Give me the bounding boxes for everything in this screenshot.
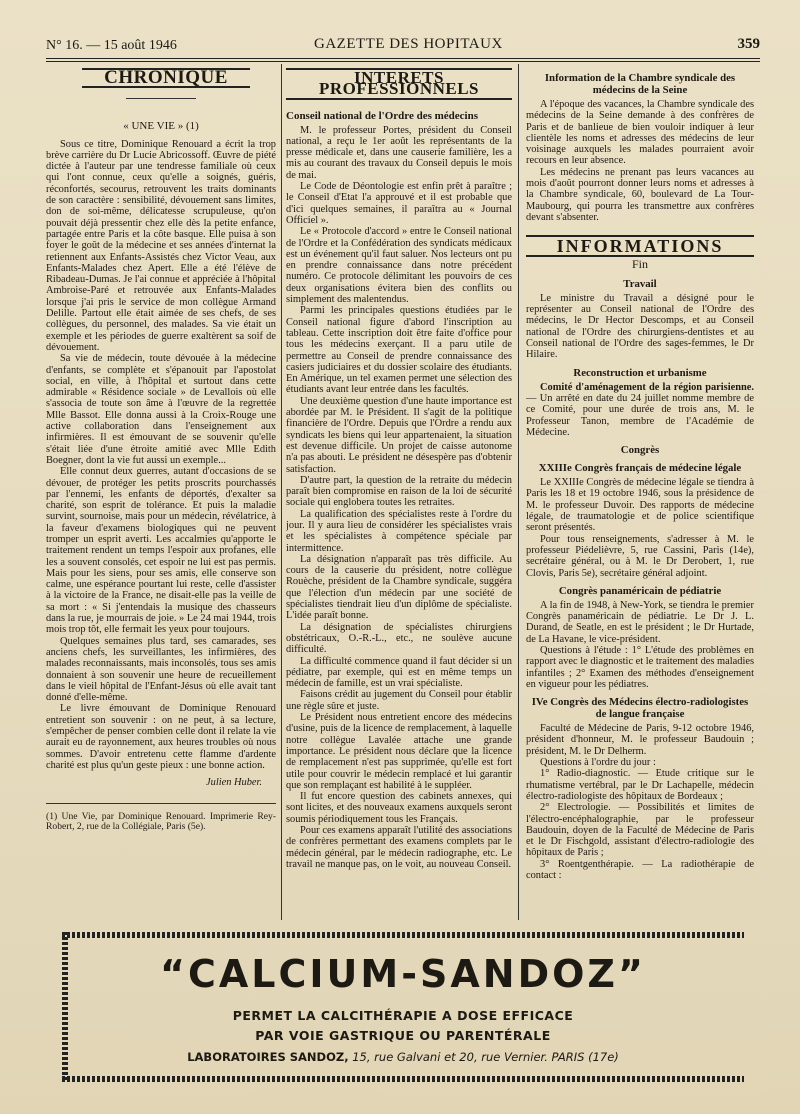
- paragraph: Le Code de Déontologie est enfin prêt à paraître ; le Conseil d'Etat l'a approuvé et il est probable que d'ici quelques semaines, il paraîtra au « Journal Officiel ».: [286, 181, 512, 226]
- page-number: 359: [737, 36, 760, 52]
- paragraph: D'autre part, la question de la retraite du médecin paraît bien compromise en raison de la loi de sécurité sociale qui englobera toutes les retraites.: [286, 474, 512, 509]
- paragraph: Sous ce titre, Dominique Renouard a écrit la trop brève carrière du Dr Lucie Abricossoff. Œuvre de piété dictée à l'auteur par une tendresse familiale où ceux qui l'ont connue, ceux qu'elle a soignés, guéris, réconfortés, secourus, retrouvent les traits dominants de son caractère : sensibilité, dévouement sans limites, don de soi-même, délicatesse scrupuleuse, qu'on pouvait déjà pressentir chez elle dès la petite enfance, partagée entre Paris et la côte basque. Elle puisa à son foyer le goût de la médecine et ses années d'internat la retiennent aux Enfants-Assistés chez Victor Veau, aux Enfants-Malades chez Apert. Elle a été l'élève de Ribadeau-Dumas. Je l'ai connue et appréciée à l'hôpital Ambroise-Paré et retrouvée aux Enfants-Malades lorsque j'ai pris le service de mon collègue Armand Delille. Partout elle était aimée de ses chefs, de ses collègues, du personnel, des malades. Sa vie était un exemple et les périodes de guerre exaltèrent sa soif de dévouement.: [46, 138, 276, 353]
- paragraph: Questions à l'étude : 1° L'étude des problèmes en rapport avec le diagnostic et le traitement des maladies infantiles ; 2° Examen des méthodes d'enseignement en vigueur pour les pédiatres.: [526, 644, 754, 690]
- paragraph: Le livre émouvant de Dominique Renouard entretient son souvenir : on ne peut, à sa lecture, s'empêcher de penser combien celle dont il relate la vie aurait eu de rayonnement, aux heures troubles où nous sommes. D'avoir entretenu cette flamme d'ardente charité est plus qu'un geste pieux : une bonne action.: [46, 703, 276, 771]
- paragraph: Questions à l'ordre du jour :: [540, 757, 656, 769]
- paragraph: 1° Radio-diagnostic. — Etude critique sur le rhumatisme vertébral, par le Dr Lachapelle, médecin électro-radiologiste des hôpitaux de Bordeaux ;: [526, 768, 754, 802]
- paragraph: Le Président nous entretient encore des médecins d'usine, puis de la licence de remplacement, à laquelle notre collègue Lavalée attache une grande importance. Le président nous déclare que la licence de remplacement n'est pas supprimée, qu'elle est fort utile pour couvrir le médecin remplacé et lui garantir que son remplaçant est habilité à le suppléer.: [286, 712, 512, 791]
- paragraph: M. le professeur Portes, président du Conseil national, a reçu le 1er août les représentants de la presse médicale et, dans une causerie familière, les a mis au courant des travaux du Conseil depuis le mois de mai.: [286, 124, 512, 181]
- medecine-legale-heading: XXIIIe Congrès français de médecine légale: [538, 462, 742, 475]
- chambre-heading: Information de la Chambre syndicale des médecins de la Seine: [544, 72, 736, 96]
- paragraph: 3° Roentgenthérapie. — La radiothérapie de contact :: [526, 858, 754, 882]
- congres-heading: Congrès: [620, 444, 660, 457]
- signature: Julien Huber.: [206, 777, 262, 789]
- paragraph: Faculté de Médecine de Paris, 9-12 octobre 1946, président d'honneur, M. le professeur Baudouin ; président, M. le Dr Delherm.: [526, 723, 754, 757]
- paragraph: Quelques semaines plus tard, ses camarades, ses anciens chefs, les surveillantes, les infirmières, des malades reconnaissants, mais inconsolés, tous ses amis donnaient à son souvenir une heure de recueillement dans le vieil hôpital de l'Enfant-Jésus où elle avait tant donné d'elle-même.: [46, 635, 276, 704]
- ad-border-bottom: [62, 1076, 744, 1082]
- title-rule: [126, 98, 196, 99]
- header-rule: [46, 58, 760, 59]
- journal-title: GAZETTE DES HOPITAUX: [314, 36, 503, 52]
- reconstruction-heading: Reconstruction et urbanisme: [573, 366, 707, 379]
- column-separator: [281, 64, 282, 920]
- information-column: [526, 66, 754, 916]
- paragraph: Une deuxième question d'une haute importance est abordée par M. le Président. Il s'agit de la politique financière de l'Ordre. Depuis que l'Ordre a rendu aux syndicats les biens qui leur appartenaient, la situation est devenue difficile. Un projet de caisse autonome n'a pas abouti. Le président ne désespère pas d'obtenir satisfaction.: [286, 395, 512, 475]
- informations-title: INFORMATIONS: [526, 235, 754, 256]
- ad-border-top: [62, 932, 744, 938]
- radiologistes-heading: IVe Congrès des Médecins électro-radiologistes de langue française: [531, 696, 749, 721]
- paragraph: Pour ces examens apparaît l'utilité des associations de confrères permettant des examens complets par le médecin général, par le médecin radiographe, etc. Le travail ne manque pas, on le voit, au nouveau Conseil.: [286, 825, 512, 870]
- paragraph: La désignation de spécialistes chirurgiens obstétricaux, O.-R.-L., etc., ne soulève aucune difficulté.: [286, 621, 512, 656]
- paragraph: Elle connut deux guerres, autant d'occasions de se dévouer, de protéger les petits proscrits pourchassés par l'ennemi, les enfants de déportés, d'exalter sa charité, son esprit de tolérance. Et puis la maladie survint, sournoise, mais pour un médecin, révélatrice, à la faveur d'examens biologiques qui ne peuvent tromper un esprit averti. Les accalmies qu'apporte le traitement rendent un temps l'espoir aux profanes, elle les a souvent consolés, cet espoir ne lui est pas permis. Mais pour les siens, pour ses amis, elle conserve son calme, une espérance pourtant lui reste, celle d'assister à la victoire de la France, ne disait-elle pas la veille de sa mort : « Si j'entendais la musique des chasseurs dans la rue, je mourrais de joie. » Le 24 mai 1944, trois mois trop tôt, elle fermait les yeux pour toujours.: [46, 466, 276, 636]
- article-subtitle: « UNE VIE » (1): [123, 120, 199, 133]
- calcium-sandoz-ad: [62, 932, 744, 1082]
- paragraph: 2° Electrologie. — Possibilités et limites de l'électro-encéphalographie, par le professeur Baudouin, doyen de la Faculté de Médecine de Paris et le Dr Fischgold, assistant d'électro-radiologie des hôpitaux de Paris ;: [526, 802, 754, 859]
- paragraph: La désignation n'apparaît pas très difficile. Au cours de la causerie du président, notre collègue Rouèche, président de la Chambre syndicale, suggéra que l'élection d'un médecin par une société de spécialistes tiendrait lieu d'un diplôme de spécialiste. L'idée paraît bonne.: [286, 553, 512, 622]
- ad-line-1: PERMET LA CALCITHÉRAPIE A DOSE EFFICACE: [232, 1008, 574, 1023]
- comite-heading: Comité d'aménagement de la région parisienne.: [540, 381, 754, 393]
- paragraph: A la fin de 1948, à New-York, se tiendra le premier Congrès panaméricain de pédiatrie. Le Dr J. L. Durand, de Seatle, en est le président ; le Dr Hurtade, de La Havane, le vice-président.: [526, 599, 754, 645]
- ad-address-text: 15, rue Galvani et 20, rue Vernier. PARIS (17e): [352, 1050, 619, 1064]
- paragraph: La qualification des spécialistes reste à l'ordre du jour. Il y aura lieu de considérer les spécialistes vrais et les spécialistes à compétence spéciale par intermittence.: [286, 508, 512, 554]
- paragraph: [526, 382, 754, 438]
- informations-fin: Fin: [631, 256, 648, 271]
- section-heading: Conseil national de l'Ordre des médecins: [286, 109, 478, 122]
- paragraph: Pour tous renseignements, s'adresser à M. le professeur Piédelièvre, 5, rue Cassini, Paris (14e), secrétaire général, ou à M. le Dr Derobert, 1, rue Clovis, Paris 5e), secrétaire général adjoint.: [526, 533, 754, 579]
- ad-line-2: PAR VOIE GASTRIQUE OU PARENTÉRALE: [255, 1028, 551, 1043]
- chronique-title: CHRONIQUE: [82, 68, 250, 88]
- ad-brand: “CALCIUM-SANDOZ”: [160, 952, 646, 996]
- comite-text: — Un arrêté en date du 24 juillet nomme membre de ce Comité, pour une durée de trois ans, M. le Professeur Tanon, membre de l'Académie de Médecine.: [526, 392, 754, 438]
- paragraph: Il fut encore question des cabinets annexes, qui sont licites, et des nouveaux examens auxquels seront soumis périodiquement tous les Français.: [286, 791, 512, 825]
- page-header: [46, 36, 760, 58]
- paragraph: Parmi les principales questions étudiées par le Conseil national figure d'abord l'inscription au tableau. Cette inscription doit être faite d'office pour tous les médecins exerçant. Il a paru utile de permettre au Conseil de prendre connaissance des casiers judiciaires et du dossier scolaire des étudiants. En Amérique, un tel examen permet une sélection des étudiants avant leur entrée dans les facultés.: [286, 305, 512, 396]
- travail-heading: Travail: [623, 277, 657, 290]
- issue-date: N° 16. — 15 août 1946: [46, 38, 177, 53]
- paragraph: Le ministre du Travail a désigné pour le représenter au Conseil national de l'Ordre des médecins, le Dr Hector Descomps, et au Conseil national de l'Ordre des chirurgiens-dentistes et au Conseil national de l'Ordre des sages-femmes, le Dr Hilaire.: [526, 292, 754, 361]
- pediatrie-heading: Congrès panaméricain de pédiatrie: [558, 584, 722, 597]
- ad-company: LABORATOIRES SANDOZ,: [187, 1050, 349, 1064]
- paragraph: Les médecins ne prenant pas leurs vacances au mois d'août pourront donner leurs noms et adresses à la Chambre syndicale, 60, boulevard de La Tour-Maubourg, qui pourra les transmettre aux confrères devant s'absenter.: [526, 166, 754, 223]
- interets-title: INTERETS PROFESSIONNELS: [286, 68, 512, 100]
- paragraph: Sa vie de médecin, toute dévouée à la médecine d'enfants, se complète et s'épanouit par l'apostolat social, en ville, à l'hôpital et surtout dans cette admirable « Résidence sociale » de Levallois où elle s'associa de toute son âme à l'œuvre de la regrettée Mlle Bassot. Elle donna aussi à la Croix-Rouge une active collaboration dans l'enseignement aux infirmières. Il est émouvant de se souvenir qu'elle s'était liée d'une étroite amitié avec Mlle Edith Boegner, dont la vie fut aussi un exemple...: [46, 353, 276, 466]
- interets-column: [286, 66, 512, 916]
- chronique-column: [46, 66, 276, 916]
- ad-address: [62, 1050, 744, 1064]
- paragraph: La difficulté commence quand il faut décider si un pédiatre, par exemple, qui est en même temps un médecin de famille, est un vrai spécialiste.: [286, 655, 512, 690]
- paragraph: Le « Protocole d'accord » entre le Conseil national de l'Ordre et la Confédération des syndicats médicaux est un événement qu'il faut saluer. Nos lecteurs ont pu en prendre connaissance dans notre précédent numéro. Ce protocole délimitant les pouvoirs de ces deux organisations évitera bien des conflits ou simplement des malentendus.: [286, 226, 512, 306]
- column-separator: [518, 64, 519, 920]
- paragraph: A l'époque des vacances, la Chambre syndicale des médecins de la Seine demande à des confrères de Paris et de banlieue de bien vouloir indiquer à leur clientèle les noms et adresses des médecins de leur voisinage auxquels les malades pourraient avoir recours en leur absence.: [526, 99, 754, 167]
- paragraph: Le XXIIIe Congrès de médecine légale se tiendra à Paris les 18 et 19 octobre 1946, sous la présidence de M. le professeur Duvoir. Des rapports de médecine légale, de traumatologie et de police scientifique seront présentés.: [526, 477, 754, 534]
- header-rule-2: [46, 61, 760, 62]
- footnote: (1) Une Vie, par Dominique Renouard. Imprimerie Rey-Robert, 2, rue de la Collégiale, Paris (5e).: [46, 803, 276, 833]
- paragraph: Faisons crédit au jugement du Conseil pour établir une règle sûre et juste.: [286, 689, 512, 712]
